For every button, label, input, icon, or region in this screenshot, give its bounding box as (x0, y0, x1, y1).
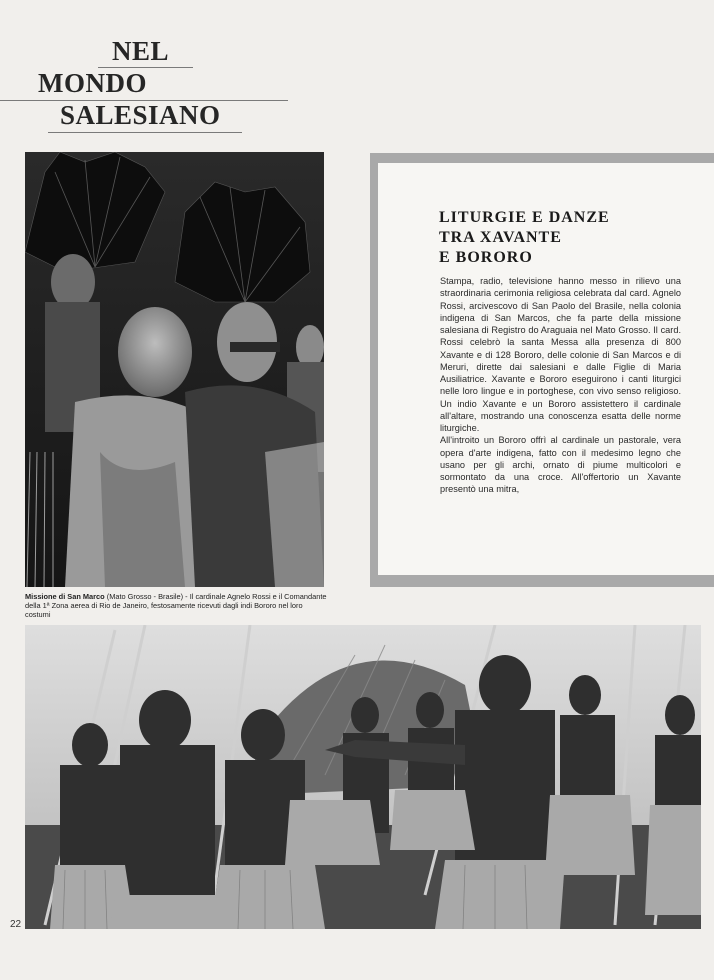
caption-text: (Mato Grosso - Brasile) - Il cardinale Agnelo Rossi e il Comandante della 1ª Zona aerea di Rio de Janeiro, festosamente ricevuti dagli indi Bororo nel loro costumi (25, 592, 327, 619)
article-headline (439, 208, 679, 268)
photo-caption (25, 592, 330, 619)
article-paragraph: All'introito un Bororo offrì al cardinale un pastorale, vera opera d'arte indigena, fatto con il medesimo legno che usano per gli archi, ornato di piume multicolori e sormontato da una croce. All'offertorio un Xavante presentò una mitra, (440, 435, 681, 495)
masthead-line-1: NEL (112, 36, 170, 66)
headline-line: LITURGIE E DANZE (439, 209, 610, 226)
article-paragraph: Stampa, radio, televisione hanno messo in rilievo una straordinaria cerimonia religiosa celebrata dal card. Agnelo Rossi, arcivescovo di San Paolo del Brasile, nella colonia indigena di San Marcos, che fa parte della missione salesiana di Registro do Araguaia nel Mato Grosso. Il card. Rossi celebrò la santa Messa alla presenza di 800 Xavante e di 128 Bororo, delle colonie di San Marcos e di Meruri, dirette dai salesiani e dalle Figlie di Maria Ausiliatrice. Xavante e Bororo eseguirono i canti liturgici nelle loro lingue e in portoghese, con vivo senso religioso. Un indio Xavante e un Bororo assistettero il cardinale all'altare, mostrando una conoscenza esatta delle norme liturgiche. (440, 276, 681, 433)
headline-line: TRA XAVANTE (439, 229, 562, 246)
article-body (440, 275, 681, 496)
masthead-line-2: MONDO (38, 68, 147, 98)
photo-xavante-dance (25, 625, 701, 929)
masthead-line-3: SALESIANO (60, 100, 221, 130)
masthead-rule (48, 132, 242, 133)
caption-lead: Missione di San Marco (25, 592, 105, 601)
photo-cardinal-with-bororo (25, 152, 324, 587)
section-masthead (0, 0, 300, 140)
headline-line: E BORORO (439, 249, 533, 266)
page-number: 22 (10, 919, 22, 930)
